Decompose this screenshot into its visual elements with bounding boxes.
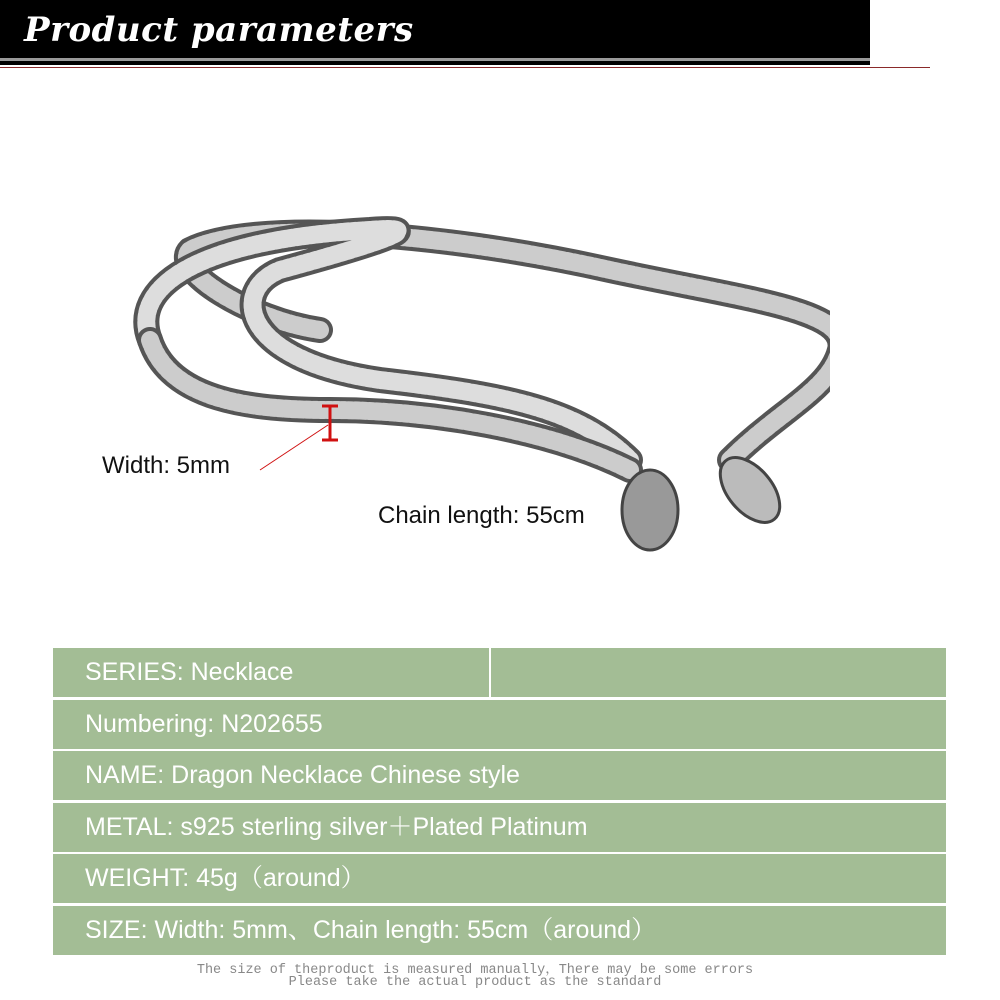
divider <box>489 648 491 697</box>
spec-label: Numbering: <box>85 709 215 738</box>
spec-row-numbering <box>53 700 946 749</box>
spec-label: METAL: <box>85 812 174 841</box>
spec-value: Width: 5mm、Chain length: 55cm（around） <box>154 915 657 944</box>
page-title: Product parameters <box>24 10 414 50</box>
spec-row-weight <box>53 854 946 903</box>
spec-row-series <box>53 648 946 697</box>
spec-value: s925 sterling silver＋Plated Platinum <box>180 812 588 841</box>
spec-value: Necklace <box>190 658 294 686</box>
width-label: Width: 5mm <box>102 452 231 479</box>
divider <box>0 67 930 68</box>
spec-label: SERIES: <box>85 658 184 686</box>
spec-value: N202655 <box>221 709 323 738</box>
spec-label: WEIGHT: <box>85 864 190 892</box>
disclaimer-line-1: The size of theproduct is measured manually，There may be some errors <box>196 963 754 978</box>
spec-label: NAME: <box>85 761 165 789</box>
divider <box>0 61 870 65</box>
spec-value: 45g（around） <box>196 864 366 892</box>
spec-value: Dragon Necklace Chinese style <box>171 761 520 789</box>
spec-label: SIZE: <box>85 915 148 944</box>
spec-row-size <box>53 906 946 955</box>
disclaimer-line-2: Please take the actual product as the standard <box>288 975 662 990</box>
header-banner <box>0 0 870 58</box>
spec-row-name <box>53 751 946 800</box>
chain-length-label: Chain length: 55cm <box>378 502 585 529</box>
spec-table <box>53 648 946 957</box>
spec-row-metal <box>53 803 946 852</box>
